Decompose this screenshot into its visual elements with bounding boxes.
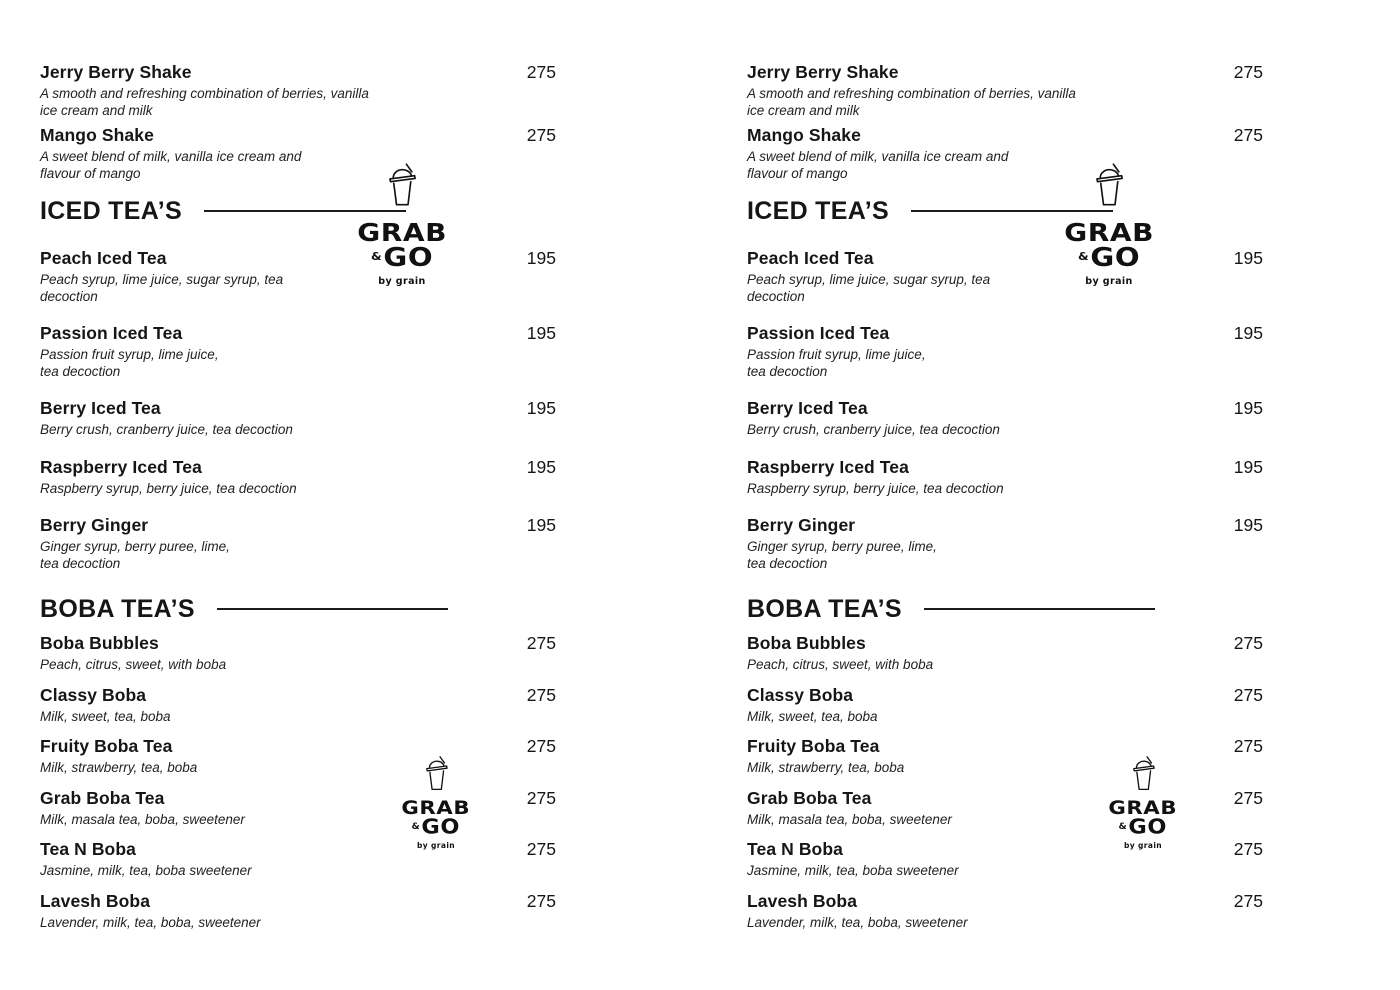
item-row <box>40 323 556 344</box>
item-name: Classy Boba <box>40 684 147 705</box>
menu-item <box>747 398 1263 439</box>
menu-item <box>40 891 556 932</box>
menu-section <box>747 594 1263 931</box>
item-description-line: Jasmine, milk, tea, boba sweetener <box>747 863 959 878</box>
item-name: Tea N Boba <box>747 839 843 859</box>
item-description-line: Lavender, milk, tea, boba, sweetener <box>40 914 261 930</box>
item-price: 275 <box>526 736 556 756</box>
item-price: 195 <box>1233 398 1263 418</box>
item-name: Boba Bubbles <box>747 633 866 653</box>
item-name: Berry Iced Tea <box>40 398 161 418</box>
item-price: 275 <box>1233 890 1263 911</box>
ampersand: & <box>1118 821 1128 831</box>
section-header <box>40 594 556 624</box>
item-description <box>40 481 556 498</box>
item-description-line: Berry crush, cranberry juice, tea decoction <box>40 422 293 437</box>
section-title: ICED TEA’S <box>747 197 889 225</box>
grab-and-go-logo <box>336 162 468 287</box>
grab-and-go-logo <box>370 755 502 850</box>
logo-wordmark <box>1108 797 1178 839</box>
item-price: 195 <box>1233 248 1263 268</box>
cup-icon <box>385 162 419 208</box>
item-description-line: A sweet blend of milk, vanilla ice cream and <box>747 149 1009 164</box>
item-description-line: Milk, strawberry, tea, boba <box>40 760 198 775</box>
section-rule <box>217 608 448 610</box>
item-price: 275 <box>1233 684 1263 705</box>
item-description-line: Milk, masala tea, boba, sweetener <box>40 811 245 827</box>
menu-section <box>40 594 556 931</box>
item-description <box>40 422 556 439</box>
item-row <box>747 736 1263 757</box>
item-description-line: A smooth and refreshing combination of berries, vanilla <box>40 86 369 101</box>
item-description-line: A sweet blend of milk, vanilla ice cream and <box>40 149 302 164</box>
item-description-line: Lavender, milk, tea, boba, sweetener <box>747 914 968 930</box>
item-description-line: tea decoction <box>747 363 828 379</box>
item-row <box>40 62 556 83</box>
logo-wordmark <box>357 218 447 273</box>
item-row <box>747 515 1263 536</box>
item-description <box>40 539 556 572</box>
item-description-line: Peach syrup, lime juice, sugar syrup, tea <box>40 272 284 287</box>
item-price: 275 <box>526 633 556 653</box>
item-row <box>40 633 556 654</box>
item-name: Mango Shake <box>40 125 154 145</box>
section-header <box>747 594 1263 624</box>
item-description <box>747 422 1263 439</box>
item-row <box>747 457 1263 478</box>
item-name: Grab Boba Tea <box>747 787 872 808</box>
item-row <box>40 515 556 536</box>
item-price: 275 <box>1233 62 1263 82</box>
item-name: Grab Boba Tea <box>40 787 165 808</box>
item-name: Berry Ginger <box>40 515 149 535</box>
item-description-line: Peach, citrus, sweet, with boba <box>40 657 227 672</box>
menu-item <box>747 685 1263 726</box>
item-name: Fruity Boba Tea <box>747 736 880 756</box>
cup-icon <box>1092 162 1126 208</box>
menu-section <box>40 196 556 572</box>
item-description <box>747 709 1263 726</box>
item-price: 275 <box>526 684 556 705</box>
menu-item <box>40 62 556 119</box>
logo-text-go: &GO <box>370 243 434 273</box>
ampersand: & <box>411 821 421 831</box>
item-price: 275 <box>526 890 556 911</box>
item-description <box>40 149 556 182</box>
item-price: 195 <box>1233 323 1263 343</box>
item-name: Passion Iced Tea <box>40 323 183 343</box>
cup-icon <box>1130 755 1157 792</box>
item-description <box>747 539 1263 572</box>
item-row <box>40 125 556 146</box>
item-row <box>40 457 556 478</box>
item-name: Jerry Berry Shake <box>747 62 899 82</box>
menu-section <box>747 196 1263 572</box>
item-row <box>747 323 1263 344</box>
menu-column-left <box>40 62 556 942</box>
item-price: 195 <box>526 323 556 343</box>
item-description-line: Passion fruit syrup, lime juice, <box>40 347 219 362</box>
item-description-line: Raspberry syrup, berry juice, tea decoction <box>747 480 1004 496</box>
item-name: Mango Shake <box>747 125 861 145</box>
logo-wordmark <box>1064 218 1154 273</box>
item-row <box>747 62 1263 83</box>
item-description <box>747 86 1263 119</box>
grab-and-go-logo <box>1077 755 1209 850</box>
item-name: Peach Iced Tea <box>747 248 874 268</box>
logo-text-go: &GO <box>411 814 461 839</box>
item-row <box>40 398 556 419</box>
logo-byline: by grain <box>1123 840 1163 850</box>
menu-column-right <box>747 62 1263 942</box>
menu-item <box>747 515 1263 572</box>
item-price: 195 <box>526 456 556 477</box>
item-description-line: tea decoction <box>40 555 121 571</box>
item-description-line: A smooth and refreshing combination of berries, vanilla <box>747 86 1076 101</box>
item-description <box>747 272 1263 305</box>
item-description-line: decoction <box>40 288 98 304</box>
menu-item <box>40 515 556 572</box>
item-price: 275 <box>526 125 556 145</box>
item-description-line: Jasmine, milk, tea, boba sweetener <box>40 863 252 878</box>
menu-item <box>40 685 556 726</box>
item-price: 275 <box>526 839 556 859</box>
item-description-line: Milk, masala tea, boba, sweetener <box>747 811 952 827</box>
item-row <box>747 685 1263 706</box>
item-name: Peach Iced Tea <box>40 248 167 268</box>
logo-byline: by grain <box>378 276 426 287</box>
item-description-line: Ginger syrup, berry puree, lime, <box>40 539 230 554</box>
item-price: 275 <box>1233 736 1263 756</box>
menu-item <box>40 125 556 182</box>
logo-text-grab: GRAB <box>357 218 447 247</box>
item-row <box>747 398 1263 419</box>
item-name: Fruity Boba Tea <box>40 736 173 756</box>
logo-text-grab: GRAB <box>1108 797 1178 819</box>
menu-item <box>40 633 556 674</box>
item-name: Lavesh Boba <box>747 890 858 911</box>
item-description <box>40 86 556 119</box>
item-name: Raspberry Iced Tea <box>747 456 909 477</box>
logo-byline: by grain <box>416 840 456 850</box>
logo-text-go: &GO <box>1118 814 1168 839</box>
item-description <box>747 149 1263 182</box>
logo-text-grab: GRAB <box>1064 218 1154 247</box>
menu-item <box>40 398 556 439</box>
item-description-line: tea decoction <box>747 555 828 571</box>
item-description-line: Peach syrup, lime juice, sugar syrup, tea <box>747 272 991 287</box>
item-description-line: ice cream and milk <box>747 102 860 118</box>
item-description-line: ice cream and milk <box>40 102 153 118</box>
item-row <box>747 125 1263 146</box>
item-description-line: decoction <box>747 288 805 304</box>
item-description <box>40 915 556 932</box>
item-name: Berry Iced Tea <box>747 398 868 418</box>
item-row <box>40 736 556 757</box>
logo-text-go: &GO <box>1077 243 1141 273</box>
menu-item <box>40 248 556 305</box>
item-price: 195 <box>526 248 556 268</box>
item-row <box>747 633 1263 654</box>
item-price: 275 <box>1233 839 1263 859</box>
section-title: BOBA TEA’S <box>40 595 195 623</box>
item-description <box>747 481 1263 498</box>
item-price: 195 <box>526 515 556 535</box>
section-title: ICED TEA’S <box>40 197 182 225</box>
menu-item <box>747 633 1263 674</box>
menu-item <box>747 125 1263 182</box>
item-description <box>40 709 556 726</box>
logo-text-grab: GRAB <box>401 797 471 819</box>
item-row <box>40 891 556 912</box>
item-row <box>747 248 1263 269</box>
item-description <box>40 863 556 880</box>
ampersand: & <box>370 250 383 263</box>
item-description-line: Ginger syrup, berry puree, lime, <box>747 539 937 554</box>
item-description-line: Milk, sweet, tea, boba <box>40 708 171 724</box>
section-title: BOBA TEA’S <box>747 595 902 623</box>
item-description-line: tea decoction <box>40 363 121 379</box>
item-description-line: Peach, citrus, sweet, with boba <box>747 657 934 672</box>
item-name: Lavesh Boba <box>40 890 151 911</box>
item-row <box>40 248 556 269</box>
item-name: Classy Boba <box>747 684 854 705</box>
menu-item <box>747 323 1263 380</box>
item-name: Boba Bubbles <box>40 633 159 653</box>
item-description <box>40 347 556 380</box>
menu-item <box>747 457 1263 498</box>
item-row <box>747 891 1263 912</box>
item-description-line: Raspberry syrup, berry juice, tea decoction <box>40 480 297 496</box>
item-name: Berry Ginger <box>747 515 856 535</box>
menu-item <box>40 457 556 498</box>
intro-items <box>40 62 556 182</box>
item-description <box>40 657 556 674</box>
item-name: Passion Iced Tea <box>747 323 890 343</box>
item-price: 275 <box>526 62 556 82</box>
item-description <box>40 272 556 305</box>
menu-item <box>747 62 1263 119</box>
grab-and-go-logo <box>1043 162 1175 287</box>
item-description <box>747 347 1263 380</box>
item-description <box>747 657 1263 674</box>
logo-wordmark <box>401 797 471 839</box>
item-price: 275 <box>1233 787 1263 808</box>
item-description-line: flavour of mango <box>40 165 141 181</box>
menu-item <box>40 323 556 380</box>
item-price: 275 <box>1233 633 1263 653</box>
item-description-line: Milk, strawberry, tea, boba <box>747 760 905 775</box>
item-name: Raspberry Iced Tea <box>40 456 202 477</box>
logo-byline: by grain <box>1085 276 1133 287</box>
item-description-line: flavour of mango <box>747 165 848 181</box>
item-price: 195 <box>526 398 556 418</box>
item-description <box>747 863 1263 880</box>
item-description-line: Passion fruit syrup, lime juice, <box>747 347 926 362</box>
item-price: 275 <box>526 787 556 808</box>
item-price: 195 <box>1233 515 1263 535</box>
section-rule <box>924 608 1155 610</box>
item-description-line: Berry crush, cranberry juice, tea decoction <box>747 422 1000 437</box>
item-name: Tea N Boba <box>40 839 136 859</box>
item-price: 275 <box>1233 125 1263 145</box>
item-row <box>40 685 556 706</box>
item-price: 195 <box>1233 456 1263 477</box>
menu-item <box>747 891 1263 932</box>
menu-item <box>747 248 1263 305</box>
item-name: Jerry Berry Shake <box>40 62 192 82</box>
item-description-line: Milk, sweet, tea, boba <box>747 708 878 724</box>
ampersand: & <box>1077 250 1090 263</box>
item-description <box>747 915 1263 932</box>
intro-items <box>747 62 1263 182</box>
cup-icon <box>423 755 450 792</box>
